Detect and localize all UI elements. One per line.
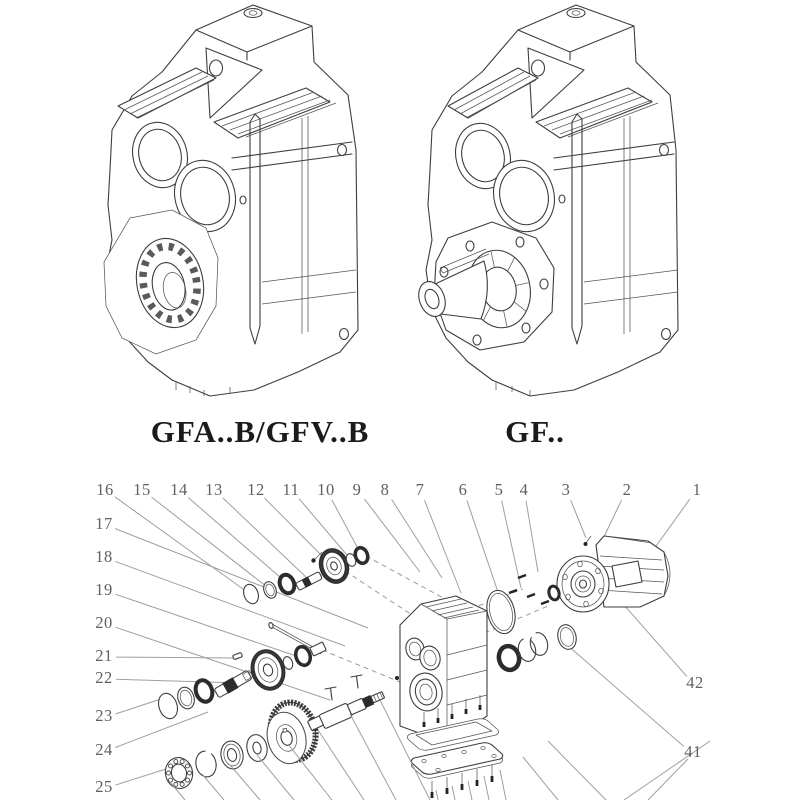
- pinion-shaft: [295, 571, 322, 591]
- sleeve: [310, 642, 326, 656]
- mount-hole: [338, 145, 347, 156]
- bolt: [311, 558, 315, 562]
- mount-hole: [340, 329, 349, 340]
- callout-4: 4: [519, 479, 529, 499]
- leader-line-5: [502, 501, 521, 588]
- model-label-gfab: GFA..B/GFV..B: [150, 414, 370, 449]
- callout-22: 22: [95, 667, 113, 687]
- leader-line-8: [392, 499, 442, 578]
- gearbox-drawing-gf: [414, 5, 678, 396]
- callout-19: 19: [95, 579, 113, 599]
- snap-ring: [194, 749, 219, 779]
- leader-line-19: [115, 594, 302, 658]
- callout-2: 2: [622, 479, 632, 499]
- mount-hole: [660, 145, 669, 156]
- gearbox-drawing-gfab: [104, 5, 358, 396]
- motor: [547, 536, 670, 612]
- leader-line-6: [467, 500, 500, 598]
- callout-16: 16: [96, 479, 114, 499]
- leader-line-41: [566, 644, 684, 746]
- oil-seal: [218, 739, 245, 771]
- callout-21: 21: [95, 645, 113, 665]
- callout-23: 23: [95, 705, 113, 725]
- key: [233, 652, 243, 659]
- seal-ring: [261, 580, 278, 600]
- gear-housing: [400, 596, 487, 741]
- terminal-box: [612, 561, 642, 587]
- callout-12: 12: [247, 479, 265, 499]
- callout-20: 20: [95, 612, 113, 632]
- leader-line-9: [364, 499, 420, 572]
- callout-17: 17: [95, 513, 113, 533]
- pinion-shaft: [214, 668, 255, 698]
- callout-18: 18: [95, 546, 113, 566]
- leader-line-22: [116, 679, 242, 683]
- callout-24: 24: [95, 739, 113, 759]
- leader-line-25: [115, 769, 166, 785]
- snap-ring: [528, 631, 550, 657]
- leader-line-14: [188, 497, 288, 584]
- callout-8: 8: [380, 479, 390, 499]
- callout-6: 6: [458, 479, 468, 499]
- callout-9: 9: [352, 479, 362, 499]
- vent-plug: [584, 542, 588, 546]
- callout-3: 3: [561, 479, 571, 499]
- leader-line-3: [571, 500, 586, 538]
- callout-14: 14: [170, 479, 188, 499]
- o-ring: [483, 587, 520, 636]
- output-shaft: [319, 688, 386, 729]
- shim-ring: [555, 623, 579, 652]
- leader-line-4: [526, 501, 538, 572]
- bearing: [277, 573, 297, 596]
- callout-1: 1: [692, 479, 702, 499]
- end-cap: [155, 691, 180, 721]
- callout-13: 13: [205, 479, 223, 499]
- output-gear: [260, 698, 322, 768]
- lifting-hole: [532, 60, 545, 76]
- washer: [244, 733, 269, 764]
- bolt: [395, 676, 399, 680]
- callout-7: 7: [415, 479, 425, 499]
- callout-11: 11: [282, 479, 300, 499]
- flange-bolts: [509, 575, 549, 604]
- callout-42: 42: [686, 672, 704, 692]
- lifting-hole: [210, 60, 223, 76]
- leader-line-21: [116, 657, 236, 658]
- key: [325, 687, 336, 700]
- end-cap: [241, 582, 261, 606]
- leader-line-7: [424, 500, 461, 593]
- mount-hole: [662, 329, 671, 340]
- callout-41: 41: [684, 741, 702, 761]
- callout-5: 5: [494, 479, 504, 499]
- callout-25: 25: [95, 776, 113, 796]
- key: [351, 675, 362, 688]
- callout-10: 10: [317, 479, 335, 499]
- callout-15: 15: [133, 479, 151, 499]
- model-label-gf: GF..: [505, 414, 565, 449]
- leader-line-15: [152, 497, 271, 590]
- gear: [248, 647, 288, 692]
- leader-line-23: [115, 698, 164, 714]
- leader-line-16: [115, 497, 250, 594]
- leader-line-24: [115, 712, 208, 747]
